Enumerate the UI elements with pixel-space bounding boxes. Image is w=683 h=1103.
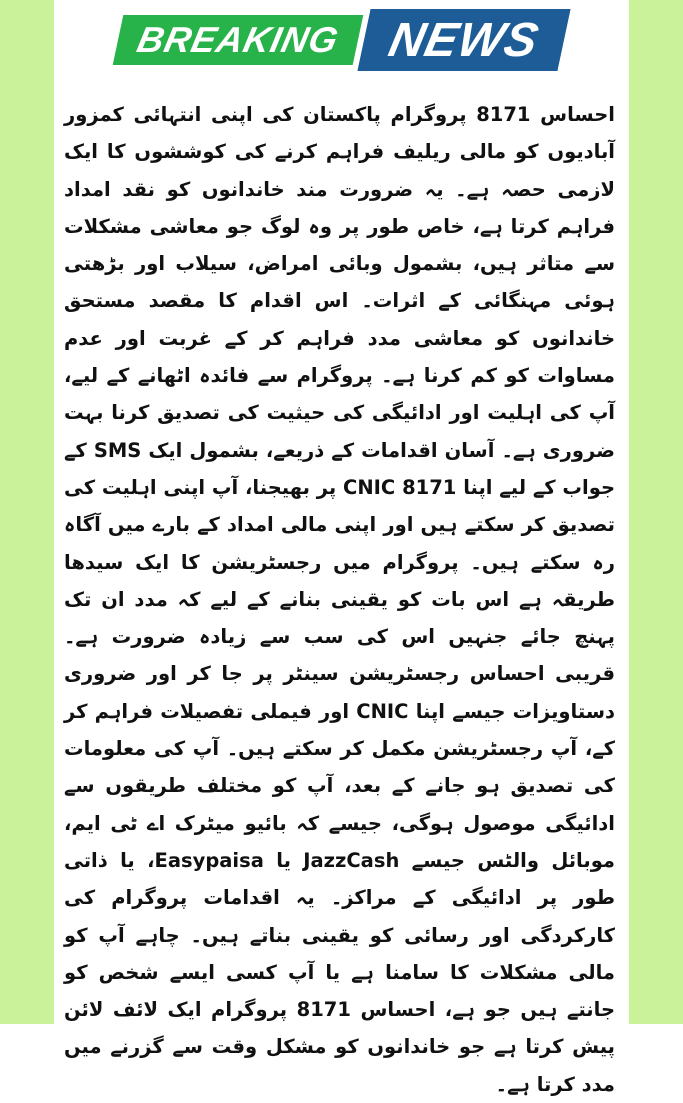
article-card — [54, 0, 629, 1096]
article-paragraph: احساس 8171 پروگرام پاکستان کی اپنی انتہائی کمزور آبادیوں کو مالی ریلیف فراہم کرنے کی کوششوں کا ایک لازمی حصہ ہے۔ یہ ضرورت مند خاندانوں کو نقد امداد فراہم کرتا ہے، خاص طور پر وہ لوگ جو معاشی مشکلات سے متاثر ہیں، بشمول وبائی امراض، سیلاب اور بڑھتی ہوئی مہنگائی کے اثرات۔ اس اقدام کا مقصد مستحق خاندانوں کو معاشی مدد فراہم کر کے غربت اور عدم مساوات کو کم کرنا ہے۔ پروگرام سے فائدہ اٹھانے کے لیے، آپ کی اہلیت اور ادائیگی کی حیثیت کی تصدیق کرنا بہت ضروری ہے۔ آسان اقدامات کے ذریعے، بشمول ایک SMS کے جواب کے لیے اپنا CNIC 8171 پر بھیجنا، آپ اپنی اہلیت کی تصدیق کر سکتے ہیں اور اپنی مالی امداد کے بارے میں آگاہ رہ سکتے ہیں۔ پروگرام میں رجسٹریشن کا ایک سیدھا طریقہ ہے اس بات کو یقینی بنانے کے لیے کہ مدد ان تک پہنچ جائے جنہیں اس کی سب سے زیادہ ضرورت ہے۔ قریبی احساس رجسٹریشن سینٹر پر جا کر اور ضروری دستاویزات جیسے اپنا CNIC اور فیملی تفصیلات فراہم کر کے، آپ رجسٹریشن مکمل کر سکتے ہیں۔ آپ کی معلومات کی تصدیق ہو جانے کے بعد، آپ کو مختلف طریقوں سے ادائیگی موصول ہوگی، جیسے کہ بائیو میٹرک اے ٹی ایم، موبائل والٹس جیسے JazzCash یا Easypaisa، یا ذاتی طور پر ادائیگی کے مراکز۔ یہ اقدامات پروگرام کی کارکردگی اور رسائی کو یقینی بناتے ہیں۔ چاہے آپ کو مالی مشکلات کا سامنا ہے یا آپ کسی ایسے شخص کو جانتے ہیں جو ہے، احساس 8171 پروگرام ایک لائف لائن پیش کرتا ہے جو خاندانوں کو مشکل وقت سے گزرنے میں مدد کرتا ہے۔ — [64, 103, 615, 1096]
banner-breaking-block — [113, 15, 364, 65]
banner-breaking-text: BREAKING — [133, 19, 343, 60]
breaking-news-banner — [118, 9, 566, 71]
banner-news-block — [357, 9, 570, 71]
banner-news-text: NEWS — [384, 13, 544, 67]
left-border — [0, 0, 54, 1024]
right-border — [629, 0, 683, 1024]
article-body — [64, 96, 615, 1103]
